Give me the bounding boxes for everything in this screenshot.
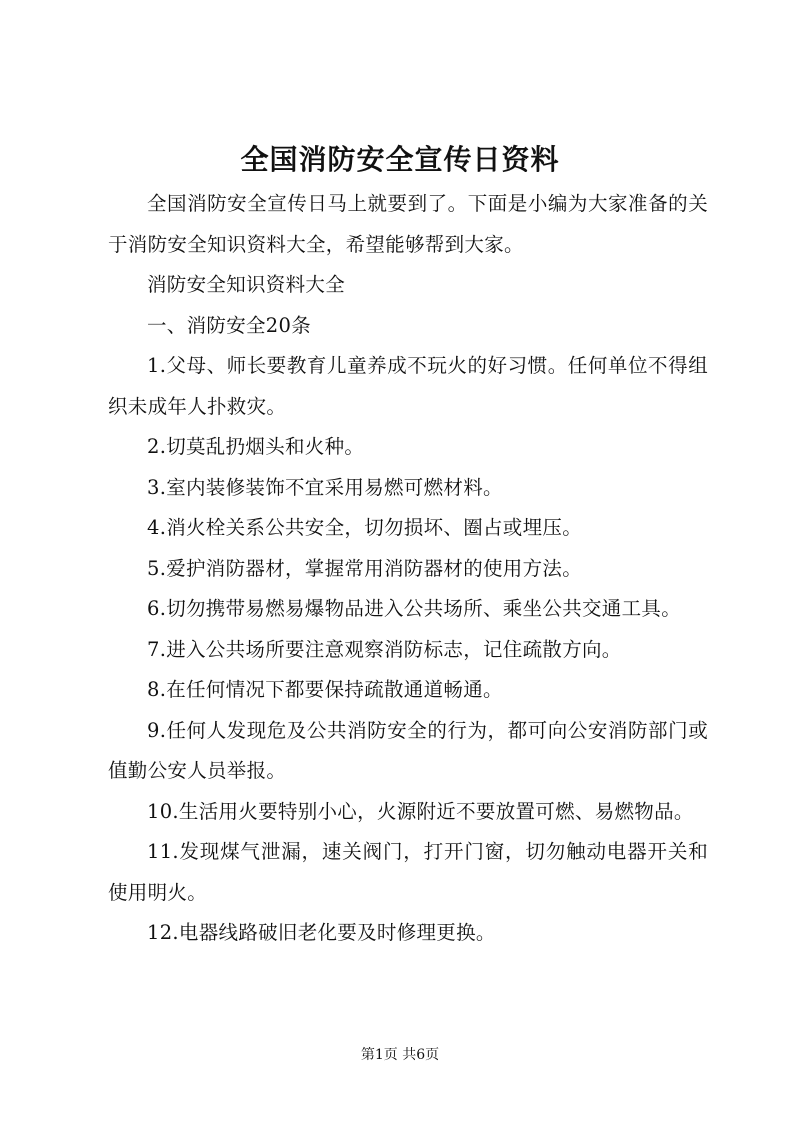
list-item: 8.在任何情况下都要保持疏散通道畅通。 xyxy=(147,678,503,701)
list-item: 1.父母、师长要教育儿童养成不玩火的好习惯。任何单位不得组织未成年人扑救灾。 xyxy=(108,354,708,418)
list-item: 7.进入公共场所要注意观察消防标志，记住疏散方向。 xyxy=(147,637,622,661)
subsection-heading: 一、消防安全20条 xyxy=(147,313,312,337)
list-item: 10.生活用火要特别小心，火源附近不要放置可燃、易燃物品。 xyxy=(147,799,694,823)
section-heading: 消防安全知识资料大全 xyxy=(147,273,346,296)
list-item: 4.消火栓关系公共安全，切勿损坏、圈占或埋压。 xyxy=(147,516,583,539)
list-item: 12.电器线路破旧老化要及时修理更换。 xyxy=(147,921,496,944)
page-footer: 第1页 共6页 xyxy=(360,1047,440,1063)
list-item: 6.切勿携带易燃易爆物品进入公共场所、乘坐公共交通工具。 xyxy=(147,597,682,620)
list-item: 11.发现煤气泄漏，速关阀门，打开门窗，切勿触动电器开关和使用明火。 xyxy=(108,840,708,904)
list-item: 2.切莫乱扔烟头和火种。 xyxy=(147,435,365,458)
document-body xyxy=(108,184,708,954)
page-title: 全国消防安全宣传日资料 xyxy=(240,143,560,176)
list-item: 3.室内装修装饰不宜采用易燃可燃材料。 xyxy=(147,475,503,499)
list-item: 9.任何人发现危及公共消防安全的行为，都可向公安消防部门或值勤公安人员举报。 xyxy=(108,718,708,782)
intro-paragraph: 全国消防安全宣传日马上就要到了。下面是小编为大家准备的关于消防安全知识资料大全，希望能够帮到大家。 xyxy=(108,192,708,256)
list-item: 5.爱护消防器材，掌握常用消防器材的使用方法。 xyxy=(147,556,583,580)
